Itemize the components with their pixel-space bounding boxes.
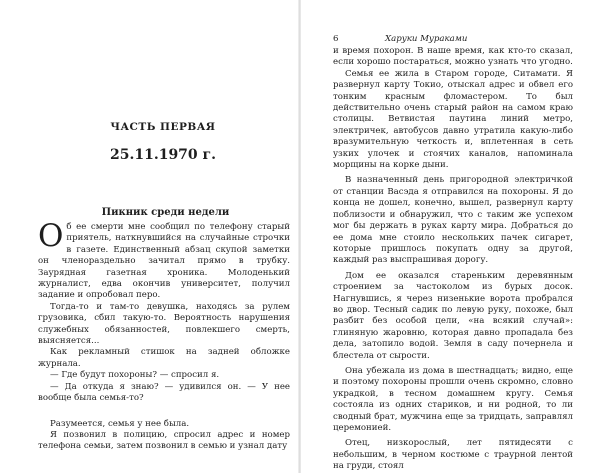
paragraph: — Где будут похороны? — спросил я.	[50, 370, 220, 381]
right-body-text	[333, 46, 573, 473]
running-head: Харуки Мураками	[385, 34, 468, 44]
paragraph: — Да откуда я знаю? — удивился он. — У нее вообще была семья-то?	[38, 381, 290, 404]
paragraph: Семья ее жила в Старом городе, Ситамати. Я развернул карту Токио, отыскал адрес и обвел его тонким красным фломастером. То был действительно очень старый район на самом краю столицы. Ветвистая паутина линий метро, электричек, автобусов давно утратила какую-либо вразумительную четкость и, вплетенная в сеть узких улочек и стоячих каналов, напоминала морщины на корке дыни.	[333, 68, 573, 171]
paragraph: и время похорон. В наше время, как кто-то сказал, если хорошо постараться, можно узнать что угодно.	[333, 46, 573, 68]
paragraph: Она убежала из дома в шестнадцать; видно, еще и поэтому похороны прошли очень скромно, словно украдкой, в тесном домашнем кругу. Семья состояла из одних стариков, и ни родной, то ли сводный брат, мужчина еще за тридцать, заправлял церемонией.	[333, 365, 573, 433]
chapter-title: Пикник среди недели	[101, 207, 230, 218]
paragraph: Тогда-то и там-то девушка, находясь за рулем грузовика, сбил такую-то. Вероятность нарушения служебных обязанностей, повлекшего смерть, выясняется...	[38, 301, 290, 347]
paragraph: Отец, низкорослый, лет пятидесяти с небольшим, в черном костюме с траурной лентой на груди, стоял	[333, 438, 573, 472]
page-number: 6	[333, 34, 339, 44]
paragraph: Дом ее оказался стареньким деревянным строением за частоколом из бурых досок. Нагнувшись, я через низенькие ворота пробрался во двор. Тесный садик по левую руку, похоже, был разбит без особой цели, «на всякий случай»: глиняную жаровню, которая давно пропадала без дела, затопило водой. Земля в саду почернела и блестела от сырости.	[333, 270, 573, 361]
paragraph: Как рекламный стишок на задней обложке журнала.	[38, 347, 290, 369]
paragraph-text: б ее смерти мне сообщил по телефону старый приятель, наткнувшийся на случайные строчки в газете. Единственный абзац скупой заметки он членораздельно зачитал прямо в трубку. Зауряднaя газетная хроника. Молоденький журналист, едва окончив университет, получил задание и опробовал перо.	[38, 222, 290, 301]
part-date: 25.11.1970 г.	[109, 147, 216, 163]
paragraph: Разумеется, семья у нее была.	[50, 418, 190, 429]
drop-cap: О	[38, 218, 64, 254]
part-title: ЧАСТЬ ПЕРВАЯ	[110, 121, 216, 133]
left-page	[0, 0, 299, 473]
paragraph: Я позвонил в полицию, спросил адрес и номер телефона семьи, затем позвонил в семью и узнал дату	[38, 429, 290, 452]
paragraph	[38, 218, 290, 302]
paragraph: В назначенный день пригородной электричкой от станции Васэда я отправился на похороны. Я до конца не дошел, конечно, вышел, развернул карту поблизости и обнаружил, что с таким же успехом мог бы держать в руках карту мира. Добраться до ее дома мне стоило нескольких пачек сигарет, которые пришлось покупать одну за другой, каждый раз выспрашивая дорогу.	[333, 175, 573, 266]
left-body-text	[38, 218, 290, 453]
